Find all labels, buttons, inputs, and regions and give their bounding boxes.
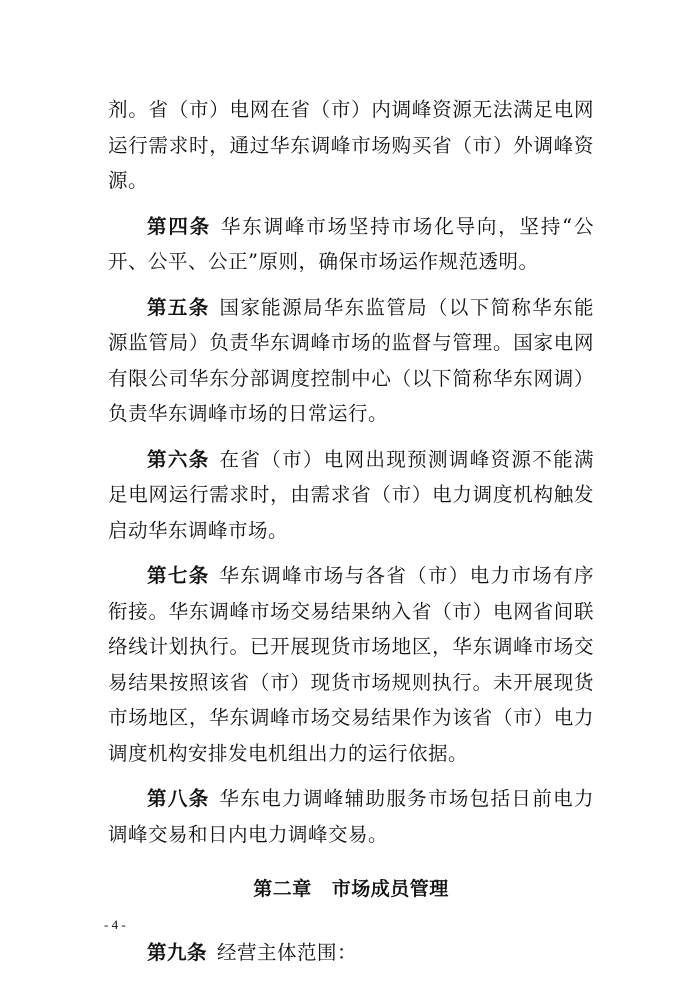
article-text: 华东调峰市场坚持市场化导向，坚持“公开、公平、公正”原则，确保市场运作规范透明。: [108, 214, 594, 273]
article-label: 第六条: [147, 447, 210, 471]
article-5: [108, 290, 594, 432]
article-text: 华东电力调峰辅助服务市场包括日前电力调峰交易和日内电力调峰交易。: [108, 787, 594, 846]
article-text: 在省（市）电网出现预测调峰资源不能满足电网运行需求时，由需求省（市）电力调度机构触发启动华东调峰市场。: [108, 447, 594, 542]
article-6: [108, 442, 594, 549]
article-text: 国家能源局华东监管局（以下简称华东能源监管局）负责华东调峰市场的监督与管理。国家电网有限公司华东分部调度控制中心（以下简称华东网调）负责华东调峰市场的日常运行。: [108, 295, 594, 425]
article-text: 华东调峰市场与各省（市）电力市场有序衔接。华东调峰市场交易结果纳入省（市）电网省间联络线计划执行。已开展现货市场地区，华东调峰市场交易结果按照该省（市）现货市场规则执行。未开展现货市场地区，华东调峰市场交易结果作为该省（市）电力调度机构安排发电机组出力的运行依据。: [108, 564, 594, 765]
page-number: - 4 -: [104, 917, 126, 932]
chapter-number: 第二章: [253, 878, 312, 900]
chapter-heading: [108, 874, 594, 901]
document-body: [108, 92, 594, 981]
article-label: 第七条: [147, 564, 210, 587]
article-label: 第八条: [147, 787, 210, 810]
article-4: [108, 209, 594, 280]
article-9: [108, 935, 594, 971]
chapter-title: 市场成员管理: [331, 878, 449, 900]
article-label: 第五条: [147, 295, 210, 319]
article-label: 第九条: [147, 941, 208, 964]
article-text: 经营主体范围：: [217, 941, 358, 964]
paragraph-continuation: 剂。省（市）电网在省（市）内调峰资源无法满足电网运行需求时，通过华东调峰市场购买省（市）外调峰资源。: [108, 98, 594, 192]
article-8: [108, 781, 594, 852]
article-label: 第四条: [147, 214, 211, 238]
article-7: [108, 558, 594, 771]
